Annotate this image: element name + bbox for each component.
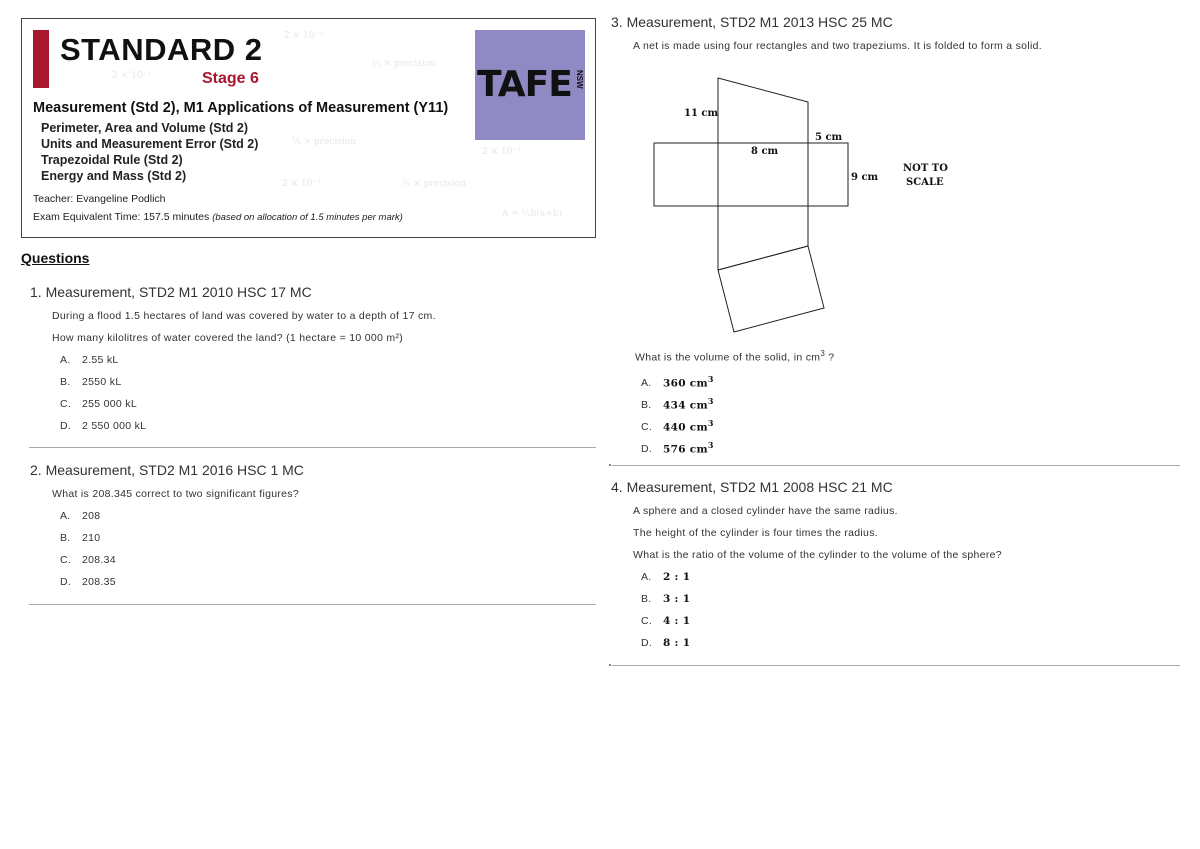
option-letter: D.: [60, 576, 72, 588]
option-value: 440 cm: [663, 421, 708, 433]
question-prompt-sup: 3: [820, 349, 826, 358]
option-c[interactable]: [60, 398, 595, 420]
option-b[interactable]: [60, 532, 595, 554]
watermark-formula: ½ × precision: [372, 59, 437, 69]
question-title: [30, 284, 595, 300]
exam-time-label: Exam Equivalent Time:: [33, 211, 141, 223]
watermark-formula: A = ½h(a+b): [502, 209, 562, 219]
question-4: [611, 479, 1181, 659]
net-trapezium-top: [718, 78, 808, 143]
question-2: [30, 462, 595, 598]
question-number: 1.: [30, 284, 42, 300]
question-title: [30, 462, 595, 478]
question-text: A sphere and a closed cylinder have the same radius.: [633, 505, 898, 517]
option-letter: B.: [641, 399, 652, 411]
option-b[interactable]: [641, 593, 1181, 615]
teacher-label: Teacher:: [33, 193, 74, 205]
teacher-line: [33, 193, 166, 205]
option-letter: D.: [641, 637, 653, 649]
question-divider: [29, 604, 596, 605]
exam-time-value: 157.5 minutes: [143, 211, 210, 223]
option-list: [641, 374, 1181, 462]
label-11cm: 11 cm: [684, 108, 719, 119]
question-title: [611, 14, 1181, 30]
label-5cm: 5 cm: [815, 132, 843, 143]
not-to-scale-line2: SCALE: [906, 177, 944, 188]
option-list: [60, 510, 595, 598]
option-value: 576 cm: [663, 443, 708, 455]
option-value: 2 : 1: [663, 571, 691, 583]
option-value: 2.55 kL: [82, 354, 119, 366]
option-d[interactable]: [641, 637, 1181, 659]
option-letter: D.: [641, 443, 653, 455]
option-value: 208: [82, 510, 101, 522]
option-letter: D.: [60, 420, 72, 432]
question-source: Measurement, STD2 M1 2008 HSC 21 MC: [626, 479, 893, 495]
option-a[interactable]: [60, 510, 595, 532]
subtopic-item: Units and Measurement Error (Std 2): [41, 137, 259, 151]
label-8cm: 8 cm: [751, 146, 779, 157]
divider-dot: [609, 464, 611, 466]
question-text: How many kilolitres of water covered the land? (1 hectare = 10 000 m²): [52, 332, 404, 344]
tafe-logo: [475, 30, 585, 140]
question-prompt: What is the volume of the solid, in cm: [635, 351, 821, 364]
watermark-formula: 2 × 10⁻³: [284, 31, 323, 41]
option-value: 3 : 1: [663, 593, 691, 605]
net-rect-right: [808, 143, 848, 206]
option-letter: B.: [60, 376, 71, 388]
question-3-answers: [611, 348, 1181, 462]
topic-title: Measurement (Std 2), M1 Applications of Measurement (Y11): [33, 100, 449, 116]
subtopic-item: Perimeter, Area and Volume (Std 2): [41, 121, 249, 135]
watermark-formula: 2 × 10⁻³: [112, 71, 151, 81]
question-3: [611, 14, 1181, 62]
question-text: A net is made using four rectangles and two trapeziums. It is folded to form a solid.: [633, 40, 1042, 52]
stage-label: Stage 6: [202, 70, 259, 87]
option-list: [641, 571, 1181, 659]
accent-bar: [33, 30, 49, 88]
option-sup: 3: [707, 417, 714, 428]
exam-time-note: (based on allocation of 1.5 minutes per mark): [212, 212, 403, 223]
exam-time-line: [33, 211, 403, 223]
option-letter: C.: [641, 421, 653, 433]
question-number: 2.: [30, 462, 42, 478]
option-value: 210: [82, 532, 101, 544]
question-source: Measurement, STD2 M1 2013 HSC 25 MC: [626, 14, 893, 30]
option-letter: A.: [60, 510, 71, 522]
question-source: Measurement, STD2 M1 2016 HSC 1 MC: [45, 462, 304, 478]
label-9cm: 9 cm: [851, 172, 879, 183]
option-b[interactable]: [641, 396, 1181, 418]
question-source: Measurement, STD2 M1 2010 HSC 17 MC: [45, 284, 312, 300]
question-text: [635, 348, 1181, 364]
option-value: 434 cm: [663, 399, 708, 411]
header-box: [21, 18, 596, 238]
question-divider: [612, 665, 1180, 666]
option-a[interactable]: [60, 354, 595, 376]
watermark-formula: ½ × precision: [402, 179, 467, 189]
option-sup: 3: [707, 373, 714, 384]
watermark-formula: 2 × 10⁻³: [482, 147, 521, 157]
course-title: STANDARD 2: [60, 32, 263, 67]
subtopic-item: Energy and Mass (Std 2): [41, 169, 187, 183]
option-value: 208.35: [82, 576, 116, 588]
option-sup: 3: [707, 439, 714, 450]
option-value: 2 550 000 kL: [82, 420, 147, 432]
option-letter: C.: [60, 554, 72, 566]
option-letter: B.: [60, 532, 71, 544]
option-value: 208.34: [82, 554, 116, 566]
option-letter: C.: [641, 615, 653, 627]
question-prompt-suffix: ?: [825, 351, 835, 364]
option-letter: B.: [641, 593, 652, 605]
option-value: 255 000 kL: [82, 398, 137, 410]
option-c[interactable]: [60, 554, 595, 576]
option-letter: A.: [641, 571, 652, 583]
option-d[interactable]: [60, 420, 595, 442]
question-number: 4.: [611, 479, 623, 495]
question-divider: [612, 465, 1180, 466]
question-text: What is 208.345 correct to two significant figures?: [52, 488, 299, 500]
question-text: What is the ratio of the volume of the cylinder to the volume of the sphere?: [633, 549, 1002, 561]
question-divider: [29, 447, 596, 448]
option-value: 8 : 1: [663, 637, 691, 649]
option-b[interactable]: [60, 376, 595, 398]
option-list: [60, 354, 595, 442]
option-sup: 3: [707, 395, 714, 406]
option-a[interactable]: [641, 571, 1181, 593]
option-value: 360 cm: [663, 377, 708, 389]
option-c[interactable]: [641, 615, 1181, 637]
not-to-scale-line1: NOT TO: [903, 163, 948, 174]
option-value: 4 : 1: [663, 615, 691, 627]
option-c[interactable]: [641, 418, 1181, 440]
option-value: 2550 kL: [82, 376, 122, 388]
teacher-name: Evangeline Podlich: [76, 193, 166, 205]
logo-text: TAFE: [477, 64, 572, 105]
net-rect-left: [654, 143, 718, 206]
net-trapezium-bottom: [718, 206, 808, 270]
question-text: During a flood 1.5 hectares of land was covered by water to a depth of 17 cm.: [52, 310, 436, 322]
subtopic-item: Trapezoidal Rule (Std 2): [41, 153, 183, 167]
option-a[interactable]: [641, 374, 1181, 396]
question-title: [611, 479, 1181, 495]
option-letter: A.: [641, 377, 652, 389]
subtopic-list: [41, 120, 258, 184]
option-letter: A.: [60, 354, 71, 366]
net-rect-tilted: [718, 246, 824, 332]
option-d[interactable]: [60, 576, 595, 598]
question-text: The height of the cylinder is four times the radius.: [633, 527, 878, 539]
option-letter: C.: [60, 398, 72, 410]
questions-heading: Questions: [21, 250, 90, 266]
net-diagram: [640, 72, 960, 334]
question-1: [30, 284, 595, 442]
watermark-formula: ½ × precision: [292, 137, 357, 147]
divider-dot: [609, 664, 611, 666]
option-d[interactable]: [641, 440, 1181, 462]
logo-subtext: NSW: [575, 70, 584, 89]
watermark-formula: 2 × 10⁻³: [282, 179, 321, 189]
question-number: 3.: [611, 14, 623, 30]
